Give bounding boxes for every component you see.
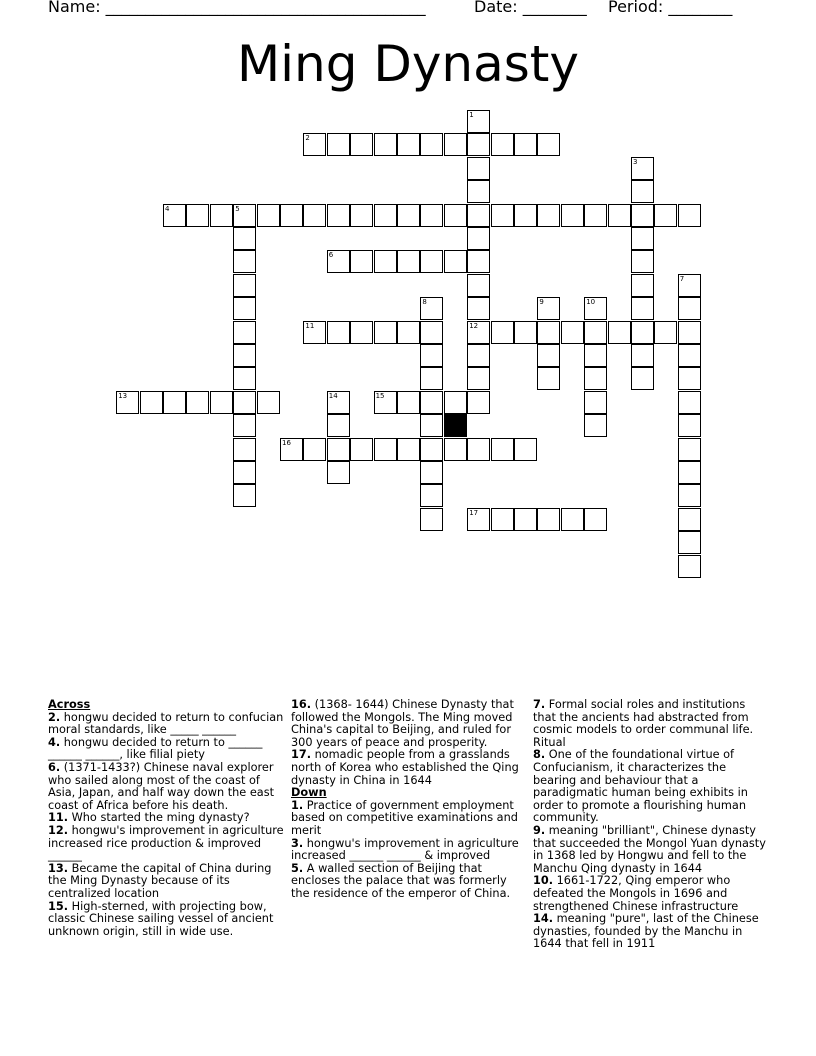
clue-number: 15. <box>48 899 69 913</box>
clue-number: 16. <box>291 698 312 711</box>
grid-cell[interactable] <box>303 204 326 227</box>
grid-cell[interactable] <box>514 133 537 156</box>
clue-text: (1371-1433?) Chinese naval explorer who sailed along most of the coast of Asia, Japan, and half way down the east coast of Africa before his death. <box>48 760 275 812</box>
grid-cell[interactable] <box>327 391 350 414</box>
grid-cell[interactable] <box>280 204 303 227</box>
grid-cell[interactable] <box>467 204 490 227</box>
grid-cell[interactable] <box>584 508 607 531</box>
grid-cell[interactable] <box>420 250 443 273</box>
clue-item <box>533 825 771 875</box>
clue-number: 13. <box>48 861 69 875</box>
grid-cell[interactable] <box>561 508 584 531</box>
grid-cell[interactable] <box>584 367 607 390</box>
grid-cell[interactable] <box>233 274 256 297</box>
grid-cell[interactable] <box>374 204 397 227</box>
grid-cell[interactable] <box>631 250 654 273</box>
grid-cell[interactable] <box>233 367 256 390</box>
clue-text: Who started the ming dynasty? <box>68 811 250 825</box>
grid-cell[interactable] <box>491 438 514 461</box>
clue-number: 6. <box>48 760 61 774</box>
grid-cell[interactable] <box>233 344 256 367</box>
grid-cell[interactable] <box>678 555 701 578</box>
grid-cell[interactable] <box>420 484 443 507</box>
clue-number-label: 5 <box>235 204 240 213</box>
grid-cell[interactable] <box>491 321 514 344</box>
grid-cell[interactable] <box>397 438 420 461</box>
grid-cell[interactable] <box>420 297 443 320</box>
grid-cell[interactable] <box>631 157 654 180</box>
grid-cell[interactable] <box>537 321 560 344</box>
grid-cell[interactable] <box>678 484 701 507</box>
grid-cell[interactable] <box>467 133 490 156</box>
grid-cell[interactable] <box>233 297 256 320</box>
clue-text: meaning "pure", last of the Chinese dynasties, founded by the Manchu in 1644 that fell in 1911 <box>533 912 759 951</box>
grid-cell[interactable] <box>327 204 350 227</box>
name-field[interactable]: Name: ________________________________________ <box>48 0 426 16</box>
grid-cell[interactable] <box>514 321 537 344</box>
grid-cell[interactable] <box>678 414 701 437</box>
grid-cell[interactable] <box>678 531 701 554</box>
grid-cell[interactable] <box>303 438 326 461</box>
grid-cell[interactable] <box>420 321 443 344</box>
clue-number: 5. <box>291 861 304 875</box>
grid-cell[interactable] <box>678 297 701 320</box>
grid-cell[interactable] <box>678 344 701 367</box>
grid-cell[interactable] <box>374 391 397 414</box>
clues-column-2 <box>291 699 523 901</box>
grid-cell[interactable] <box>514 204 537 227</box>
across-clue-list-continued <box>291 699 523 787</box>
clue-text: Formal social roles and institutions that the ancients had abstracted from cosmic models to order communal life. Ritual <box>533 698 754 749</box>
clue-number-label: 6 <box>328 251 334 260</box>
grid-cell[interactable] <box>350 133 373 156</box>
grid-cell[interactable] <box>631 297 654 320</box>
grid-cell[interactable] <box>514 508 537 531</box>
grid-cell[interactable] <box>397 204 420 227</box>
grid-cell[interactable] <box>631 321 654 344</box>
grid-cell[interactable] <box>654 204 677 227</box>
clue-number-label: 15 <box>375 391 385 400</box>
grid-cell[interactable] <box>467 321 490 344</box>
grid-cell[interactable] <box>584 344 607 367</box>
grid-cell[interactable] <box>140 391 163 414</box>
grid-cell[interactable] <box>280 438 303 461</box>
grid-cell[interactable] <box>257 391 280 414</box>
grid-cell[interactable] <box>420 133 443 156</box>
clue-number: 9. <box>533 823 546 837</box>
grid-cell[interactable] <box>444 250 467 273</box>
grid-cell[interactable] <box>537 344 560 367</box>
grid-cell[interactable] <box>678 438 701 461</box>
grid-cell[interactable] <box>233 250 256 273</box>
grid-cell[interactable] <box>678 367 701 390</box>
grid-cell[interactable] <box>233 391 256 414</box>
grid-cell[interactable] <box>467 367 490 390</box>
grid-cell[interactable] <box>467 391 490 414</box>
clue-text: hongwu's improvement in agriculture increased ______ ______ & improved <box>291 836 519 863</box>
grid-cell[interactable] <box>584 391 607 414</box>
grid-cell[interactable] <box>467 344 490 367</box>
grid-cell[interactable] <box>327 461 350 484</box>
grid-cell[interactable] <box>631 274 654 297</box>
grid-cell[interactable] <box>467 508 490 531</box>
grid-cell[interactable] <box>537 204 560 227</box>
clue-item <box>48 901 284 939</box>
clue-item <box>291 838 523 863</box>
clue-number-label: 12 <box>469 321 479 330</box>
clue-text: Practice of government employment based on competitive examinations and merit <box>291 798 518 837</box>
grid-cell[interactable] <box>444 204 467 227</box>
clue-item <box>291 749 523 787</box>
grid-cell[interactable] <box>678 508 701 531</box>
grid-cell[interactable] <box>350 250 373 273</box>
grid-cell[interactable] <box>608 321 631 344</box>
clue-number-label: 3 <box>633 157 638 166</box>
grid-cell[interactable] <box>303 133 326 156</box>
clue-text: meaning "brilliant", Chinese dynasty that succeeded the Mongol Yuan dynasty in 1368 led by Hongwu and fell to the Manchu Qing dynasty in 1644 <box>533 823 766 875</box>
clues-column-3 <box>533 699 771 951</box>
grid-cell[interactable] <box>514 438 537 461</box>
clue-item <box>48 762 284 812</box>
grid-cell[interactable] <box>467 274 490 297</box>
grid-cell[interactable] <box>397 133 420 156</box>
grid-cell[interactable] <box>210 391 233 414</box>
clue-text: High-sterned, with projecting bow, classic Chinese sailing vessel of ancient unknown origin, still in wide use. <box>48 899 274 938</box>
grid-cell[interactable] <box>210 204 233 227</box>
grid-cell[interactable] <box>420 367 443 390</box>
grid-cell[interactable] <box>654 321 677 344</box>
clue-item <box>291 699 523 749</box>
clue-number-label: 7 <box>679 274 685 283</box>
grid-cell[interactable] <box>584 204 607 227</box>
grid-cell[interactable] <box>537 297 560 320</box>
grid-cell[interactable] <box>397 391 420 414</box>
clues-column-1 <box>48 699 284 938</box>
clue-item <box>48 863 284 901</box>
grid-cell[interactable] <box>420 461 443 484</box>
grid-cell[interactable] <box>561 321 584 344</box>
grid-cell[interactable] <box>631 367 654 390</box>
grid-cell[interactable] <box>561 204 584 227</box>
grid-cell[interactable] <box>420 204 443 227</box>
across-heading: Across <box>48 698 91 711</box>
grid-cell[interactable] <box>233 414 256 437</box>
grid-cell[interactable] <box>233 227 256 250</box>
grid-cell[interactable] <box>631 344 654 367</box>
clue-item <box>533 913 771 951</box>
date-field[interactable]: Date: ________ <box>474 0 587 16</box>
clue-number-label: 11 <box>305 321 315 330</box>
clue-number-label: 13 <box>118 391 128 400</box>
grid-cell[interactable] <box>420 391 443 414</box>
grid-cell[interactable] <box>631 227 654 250</box>
down-clue-list <box>291 800 523 901</box>
grid-cell[interactable] <box>350 204 373 227</box>
grid-cell[interactable] <box>537 367 560 390</box>
grid-cell[interactable] <box>491 133 514 156</box>
grid-cell[interactable] <box>327 133 350 156</box>
grid-cell[interactable] <box>420 508 443 531</box>
grid-cell[interactable] <box>537 508 560 531</box>
clue-number-label: 8 <box>422 298 427 307</box>
clue-number-label: 2 <box>305 134 310 143</box>
grid-cell[interactable] <box>491 508 514 531</box>
grid-cell[interactable] <box>467 180 490 203</box>
grid-cell[interactable] <box>467 110 490 133</box>
clue-text: A walled section of Beijing that encloses the palace that was formerly the residence of the emperor of China. <box>291 861 511 900</box>
clue-number-label: 10 <box>586 298 596 307</box>
clue-item <box>291 863 523 901</box>
clue-number: 11. <box>48 811 69 825</box>
grid-cell[interactable] <box>584 414 607 437</box>
clue-text: hongwu's improvement in agriculture increased rice production & improved ______ <box>48 823 284 863</box>
grid-cell[interactable] <box>420 414 443 437</box>
clue-item <box>291 800 523 838</box>
clue-number: 7. <box>533 698 546 711</box>
grid-cell[interactable] <box>163 391 186 414</box>
grid-cell[interactable] <box>327 321 350 344</box>
clue-number: 1. <box>291 798 304 812</box>
grid-cell[interactable] <box>233 204 256 227</box>
clue-number-label: 1 <box>469 111 474 119</box>
grid-cell[interactable] <box>420 438 443 461</box>
grid-cell[interactable] <box>327 414 350 437</box>
clue-item <box>533 749 771 825</box>
grid-cell[interactable] <box>537 133 560 156</box>
clue-text: hongwu decided to return to ______ ______ ______, like filial piety <box>48 735 263 762</box>
grid-cell[interactable] <box>350 438 373 461</box>
clue-number-label: 4 <box>165 204 170 213</box>
clue-text: One of the foundational virtue of Confucianism, it characterizes the bearing and behaviour that a paradigmatic human being exhibits in order to promote a flourishing human community. <box>533 748 748 825</box>
clue-number: 17. <box>291 748 312 762</box>
clue-text: hongwu decided to return to confucian moral standards, like _____ ______ <box>48 710 284 737</box>
across-clue-list <box>48 712 284 939</box>
grid-cell[interactable] <box>584 321 607 344</box>
grid-cell[interactable] <box>257 204 280 227</box>
grid-cell[interactable] <box>303 321 326 344</box>
clue-number: 3. <box>291 836 304 850</box>
grid-cell[interactable] <box>186 391 209 414</box>
clue-item <box>48 712 284 737</box>
clue-number: 4. <box>48 735 61 749</box>
grid-cell[interactable] <box>327 250 350 273</box>
clue-text: Became the capital of China during the Ming Dynasty because of its centralized location <box>48 861 272 900</box>
clue-item <box>533 699 771 749</box>
down-heading: Down <box>291 786 327 800</box>
clue-item <box>533 875 771 913</box>
clue-number: 2. <box>48 710 61 724</box>
grid-cell[interactable] <box>374 321 397 344</box>
grid-cell[interactable] <box>233 484 256 507</box>
grid-cell[interactable] <box>467 157 490 180</box>
clue-number: 10. <box>533 874 554 888</box>
grid-cell[interactable] <box>467 438 490 461</box>
clue-text: nomadic people from a grasslands north of Korea who established the Qing dynasty in China in 1644 <box>291 748 519 787</box>
grid-cell[interactable] <box>374 438 397 461</box>
grid-cell[interactable] <box>420 344 443 367</box>
grid-cell[interactable] <box>467 250 490 273</box>
grid-cell[interactable] <box>444 438 467 461</box>
clue-number: 8. <box>533 748 546 762</box>
clue-item <box>48 825 284 863</box>
clue-number-label: 9 <box>539 298 544 307</box>
clue-number-label: 17 <box>469 508 479 517</box>
grid-cell[interactable] <box>350 321 373 344</box>
clue-number: 14. <box>533 912 554 926</box>
clue-text: (1368- 1644) Chinese Dynasty that followed the Mongols. The Ming moved China's capital to Beijing, and ruled for 300 years of peace and prosperity. <box>291 698 514 749</box>
period-field[interactable]: Period: ________ <box>608 0 733 16</box>
grid-cell[interactable] <box>186 204 209 227</box>
grid-cell[interactable] <box>233 461 256 484</box>
clue-text: 1661-1722, Qing emperor who defeated the Mongols in 1696 and strengthened Chinese infrastructure <box>533 874 739 913</box>
grid-cell[interactable] <box>444 133 467 156</box>
grid-cell[interactable] <box>467 297 490 320</box>
grid-cell[interactable] <box>374 133 397 156</box>
grid-cell[interactable] <box>584 297 607 320</box>
clue-number-label: 14 <box>328 391 338 400</box>
clue-number: 12. <box>48 823 69 837</box>
grid-cell[interactable] <box>678 321 701 344</box>
grid-cell[interactable] <box>467 227 490 250</box>
grid-cell[interactable] <box>397 321 420 344</box>
grid-cell[interactable] <box>678 274 701 297</box>
grid-cell[interactable] <box>631 204 654 227</box>
grid-cell[interactable] <box>233 321 256 344</box>
grid-cell[interactable] <box>116 391 139 414</box>
grid-cell[interactable] <box>374 250 397 273</box>
grid-cell[interactable] <box>397 250 420 273</box>
grid-cell[interactable] <box>678 204 701 227</box>
blocked-square <box>444 414 467 437</box>
down-clue-list-continued <box>533 699 771 951</box>
grid-cell[interactable] <box>631 180 654 203</box>
grid-cell[interactable] <box>678 461 701 484</box>
grid-cell[interactable] <box>608 204 631 227</box>
grid-cell[interactable] <box>327 438 350 461</box>
clue-number-label: 16 <box>282 438 291 447</box>
clue-item <box>48 737 284 762</box>
grid-cell[interactable] <box>233 438 256 461</box>
grid-cell[interactable] <box>678 391 701 414</box>
grid-cell[interactable] <box>444 391 467 414</box>
grid-cell[interactable] <box>163 204 186 227</box>
grid-cell[interactable] <box>491 204 514 227</box>
page-title: Ming Dynasty <box>236 35 580 93</box>
